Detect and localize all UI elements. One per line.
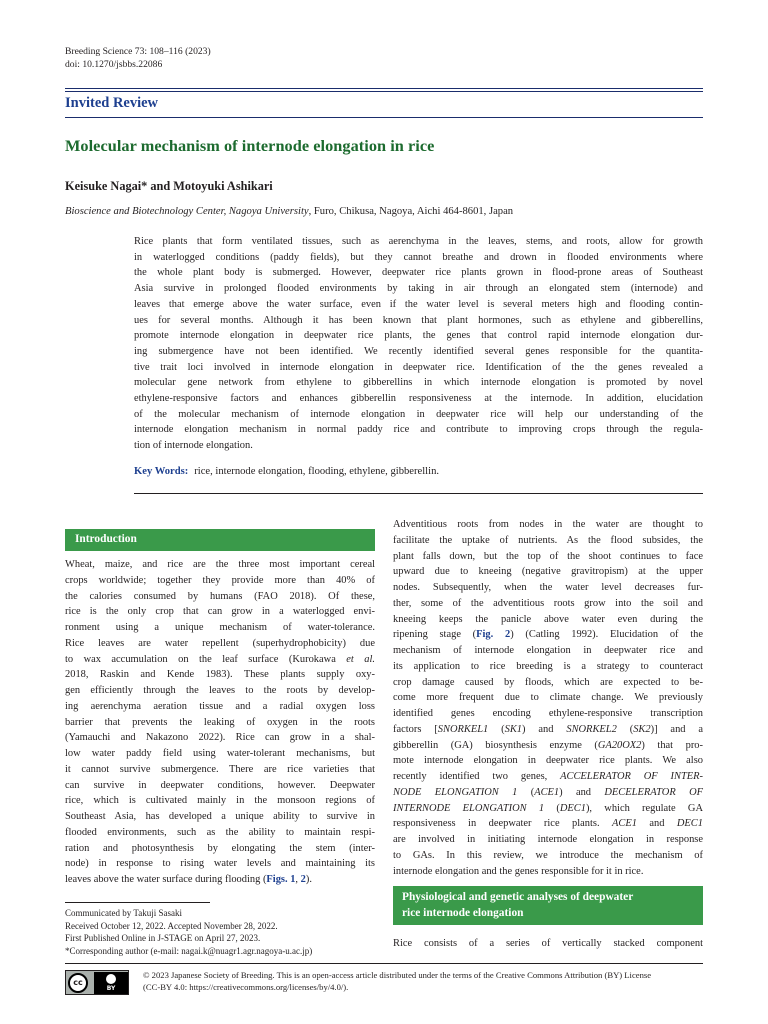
text-fragment: ( [544, 802, 560, 814]
left-column-text [65, 557, 375, 888]
text-line: kneeing keeps the panicle above water even during the [393, 613, 703, 625]
text-line: facilitate the uptake of nutrients. As the flood subsides, the [393, 534, 703, 546]
abstract-line: ing submergence have not been identified. We recently identified several genes responsible for the quantita- [134, 345, 703, 357]
text-line: ronment using a unique mechanism of water-tolerance. [65, 622, 375, 633]
text-fragment: recently identified two genes, [393, 771, 561, 782]
gene-name: ACE1 [534, 786, 560, 798]
gene-name: SNORKEL1 [437, 723, 489, 735]
journal-doi: doi: 10.1270/jsbbs.22086 [65, 58, 163, 70]
text-line [393, 785, 703, 801]
text-line [393, 801, 703, 817]
text-line: mechanism of internode elongation in deepwater rice and [393, 645, 703, 656]
text-line: come more frequent due to climate change. We previously [393, 692, 703, 704]
right-column-text [393, 517, 703, 879]
cc-by-license-icon[interactable] [65, 970, 129, 995]
text-fragment: responsiveness in deepwater rice plants. [393, 818, 612, 830]
text-line: the calories consumed by humans (FAO 2018). Of these, [65, 590, 375, 602]
abstract-line: ues for several months. Although it has been known that plant hormones, such as ethylene and gibberellins, [134, 314, 703, 326]
text-fragment: ), which regulate GA [585, 802, 703, 814]
text-line [393, 816, 703, 832]
article-title: Molecular mechanism of internode elongation in rice [65, 136, 435, 155]
keywords-text: rice, internode elongation, flooding, ethylene, gibberellin. [194, 466, 440, 477]
text-line: to GAs. In this review, we introduce the mechanism of [393, 849, 703, 861]
text-line [393, 769, 703, 785]
text-line: crops worldwide; together they provide more than 40% of [65, 574, 375, 586]
article-affiliation [65, 206, 513, 217]
text-fragment: ( [488, 723, 505, 735]
text-line: Wheat, maize, and rice are the three most important cereal [65, 559, 375, 570]
text-line: internode elongation and the genes responsible for it in rice. [393, 865, 644, 877]
text-fragment: ) and [559, 786, 605, 798]
text-line: 2018, Raskin and Kende 1983). These plants supply oxy- [65, 669, 375, 681]
gene-name: SK2 [633, 723, 651, 735]
text-line: ther, some of the adventitious roots grow into the soil and [393, 597, 703, 609]
text-line [393, 722, 703, 738]
text-line: are involved in initiating internode elongation in response [393, 834, 703, 845]
figure-link-1[interactable]: Figs. 1 [266, 874, 296, 885]
text-line: gen efficiently through the leaves to the roots by develop- [65, 685, 375, 696]
text-line: plant falls down, but the top of the shoot continues to face [393, 550, 703, 562]
gene-name: INTERNODE ELONGATION 1 [393, 802, 545, 814]
text-line: flooded environments, such as the ability to maintain respi- [65, 826, 375, 838]
text-line: identified genes encoding ethylene-responsive transcription [393, 708, 703, 719]
text-fragment: and [636, 818, 677, 830]
footnote-received: Received October 12, 2022. Accepted November 28, 2022. [65, 920, 278, 931]
person-icon [106, 974, 116, 984]
text-line: rice is the only crop that can grow in a waterlogged envi- [65, 606, 375, 618]
by-label: BY [106, 985, 116, 992]
text-line: (Yamauchi and Nakazono 2022). Rice can grow in a shal- [65, 732, 375, 744]
text-fragment: leaves above the water surface during flooding ( [65, 874, 267, 885]
text-fragment: ) and [522, 723, 567, 735]
cc-icon: cc [68, 973, 88, 993]
text-line: low water paddy field using water-tolerant mechanisms, but [65, 748, 375, 759]
abstract-line: in waterlogged conditions (paddy fields), but they cannot breathe and drown in flooded environments where [134, 251, 703, 263]
figure-link-2[interactable]: Fig. 2 [476, 629, 511, 641]
license-text [143, 970, 703, 993]
abstract-line: Rice plants that form ventilated tissues, such as aerenchyma in the leaves, stems, and roots, allow for growth [134, 236, 703, 247]
abstract-line: ethylene-responsive factors and enhances gibberellin responsiveness at the internode. In addition, elucidation [134, 393, 703, 405]
gene-name: DECELERATOR OF [604, 786, 703, 798]
gene-name: SK1 [504, 723, 523, 735]
text-line: ration and photosynthesis by elongating the stem (inter- [65, 842, 375, 854]
text-fragment: ) that pro- [641, 739, 703, 751]
gene-name: ACE1 [612, 818, 637, 830]
text-fragment: ( [517, 786, 535, 798]
abstract-line: internode elongation mechanism in normal paddy rice and contribute to improving crops through the regula- [134, 424, 703, 436]
text-line: node) in response to rising water levels and maintaining its [65, 858, 375, 870]
gene-name: DEC1 [559, 802, 586, 814]
text-line: rice, which is cultivated mainly in the monsoon regions of [65, 795, 375, 807]
abstract-line: the whole plant body is submerged. However, deepwater rice plants grown in flood-prone areas of Southeast [134, 267, 703, 279]
header-thin-rule [65, 117, 703, 118]
text-line: its application to rice breeding is a strategy to counteract [393, 660, 703, 672]
abstract-line: leaves that emerge above the water surface, even if the water level is several meters high and flooding contin- [134, 298, 703, 310]
abstract-line: molecular gene network from ethylene to gibberellins in which internode elongation is promoted by novel [134, 377, 703, 389]
text-line [393, 627, 703, 643]
section-heading-line: Physiological and genetic analyses of deepwater [402, 891, 634, 903]
abstract-line: promote internode elongation in deepwater rice plants, the genes that control rapid internode elongation dur- [134, 330, 703, 342]
abstract-line: tion of internode elongation. [134, 440, 253, 452]
article-authors: Keisuke Nagai* and Motoyuki Ashikari [65, 179, 273, 193]
figure-link-2[interactable]: 2 [300, 874, 306, 885]
text-fragment: ripening stage ( [393, 629, 477, 641]
text-line: barrier that prevents the leaking of oxygen in the roots [65, 716, 375, 728]
text-line: mote internode elongation in deepwater rice plants. We also [393, 755, 703, 767]
text-fragment: ) (Catling 1992). Elucidation of the [510, 629, 703, 641]
text-line: nodes. Subsequently, when the water level decreases fur- [393, 582, 703, 593]
text-line [65, 872, 375, 888]
text-line [393, 738, 703, 754]
article-type: Invited Review [65, 95, 159, 111]
gene-name: NODE ELONGATION 1 [393, 786, 518, 798]
text-fragment: to wax accumulation on the leaf surface (Kurokawa [65, 653, 347, 665]
footnotes [65, 907, 312, 957]
gene-name: ACCELERATOR OF INTER- [560, 771, 703, 782]
journal-meta [65, 46, 211, 71]
footnote-rule [65, 902, 210, 903]
gene-name: DEC1 [676, 818, 703, 830]
text-line [65, 652, 375, 668]
abstract-line: Asia survive in prolonged flooded environments by taking in air through an elongated stem (internode) and [134, 283, 703, 295]
keywords-label: Key Words: [134, 466, 189, 477]
text-line: upward due to kneeing (negative gravitropism) at the upper [393, 566, 703, 578]
affiliation-address: , Furo, Chikusa, Nagoya, Aichi 464-8601, Japan [308, 206, 514, 217]
keywords-rule [134, 493, 703, 494]
abstract-line: tive trait loci involved in internode elongation in deepwater rice. Identification of the the genes revealed a [134, 361, 703, 373]
keywords [134, 466, 439, 477]
footnote-corresponding: *Corresponding author (e-mail: nagai.k@nuagr1.agr.nagoya-u.ac.jp) [65, 945, 313, 956]
text-fragment: , [295, 874, 301, 885]
gene-name: GA20OX2 [597, 739, 642, 751]
section-heading-introduction: Introduction [65, 529, 375, 551]
text-fragment: ). [305, 874, 312, 885]
license-rule [65, 963, 703, 964]
text-line: it cannot survive submergence. There are rice varieties that [65, 763, 375, 775]
text-line: Southeast Asia, has developed a unique ability to survive in [65, 811, 375, 822]
gene-name: SNORKEL2 [566, 723, 617, 735]
footnote-communicated: Communicated by Takuji Sasaki [65, 908, 182, 918]
journal-citation: Breeding Science 73: 108–116 (2023) [65, 46, 211, 57]
text-fragment: gibberellin (GA) biosynthesis enzyme ( [393, 739, 598, 751]
section-heading-physiological [393, 886, 703, 925]
text-italic: et al. [346, 653, 375, 665]
license-line: (CC-BY 4.0: https://creativecommons.org/licenses/by/4.0/). [143, 981, 349, 992]
license-line: © 2023 Japanese Society of Breeding. This is an open-access article distributed under the terms of the Creative Commons Attribution (BY) License [143, 970, 652, 980]
section-heading-line: rice internode elongation [402, 907, 524, 919]
affiliation-institution: Bioscience and Biotechnology Center, Nagoya University [65, 206, 309, 217]
text-line: crop damage caused by floods, which are expected to be- [393, 676, 703, 688]
text-fragment: ( [616, 723, 634, 735]
text-line: Rice leaves are water repellent (superhydrophobicity) due [65, 637, 375, 649]
text-line: Adventitious roots from nodes in the water are thought to [393, 519, 703, 530]
footnote-published: First Published Online in J-STAGE on April 27, 2023. [65, 933, 261, 943]
header-double-rule [65, 88, 703, 92]
text-fragment: )] and a [650, 723, 704, 735]
abstract [134, 234, 703, 454]
text-line: can survive in deepwater conditions, however. Deepwater [65, 779, 375, 791]
text-line: Rice consists of a series of vertically stacked component [393, 938, 703, 949]
abstract-line: of the molecular mechanism of internode elongation in deepwater rice will help our understanding of the [134, 408, 703, 420]
text-fragment: factors [ [393, 723, 438, 735]
text-line: ing aerenchyma aeration tissue and a radial oxygen loss [65, 700, 375, 712]
